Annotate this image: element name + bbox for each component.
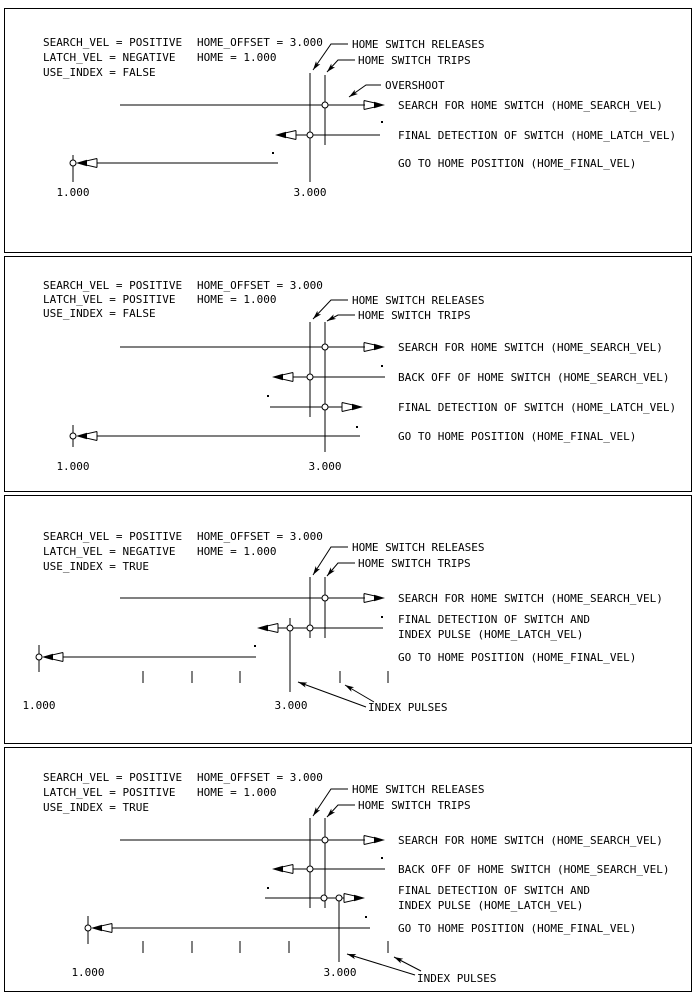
final-move [85,916,636,944]
final-move-label: GO TO HOME POSITION (HOME_FINAL_VEL) [398,157,637,170]
index-event-marker [287,625,293,631]
panel-1 [5,9,692,253]
final-move-label: GO TO HOME POSITION (HOME_FINAL_VEL) [398,922,637,935]
home-position-marker [36,654,42,660]
right-arrow-icon [364,343,385,352]
offset-axis-label: 3.000 [293,186,327,199]
search-move [120,834,663,847]
panel-3-settings [43,530,323,573]
panel-4 [5,748,692,992]
start-position-dot [272,152,274,154]
start-position-dot [365,916,367,918]
setting-home: HOME = 1.000 [197,293,277,306]
switch-trips-label: HOME SWITCH TRIPS [358,54,471,67]
release-event-marker [307,374,313,380]
leader-arrow-icon [311,807,320,817]
home-position-marker [70,160,76,166]
left-arrow-icon [272,865,293,874]
latch-move [267,395,676,414]
switch-trips-label: HOME SWITCH TRIPS [358,799,471,812]
setting-use-index: USE_INDEX = TRUE [43,560,149,573]
latch-move-label-line2: INDEX PULSE (HOME_LATCH_VEL) [398,899,584,912]
right-arrow-icon [364,594,385,603]
index-event-marker [336,895,342,901]
index-pulses-label: INDEX PULSES [368,701,448,714]
latch-move-label-line2: INDEX PULSE (HOME_LATCH_VEL) [398,628,584,641]
panel-2 [5,257,692,492]
search-move [120,592,663,605]
panel-1-settings [43,36,323,79]
setting-home-offset: HOME_OFFSET = 3.000 [197,279,323,292]
switch-trips-label: HOME SWITCH TRIPS [358,557,471,570]
callout-switch-trips [326,309,471,323]
search-move [120,341,663,354]
left-arrow-icon [76,432,97,441]
setting-latch-vel: LATCH_VEL = NEGATIVE [43,545,176,558]
setting-home: HOME = 1.000 [197,545,277,558]
switch-releases-label: HOME SWITCH RELEASES [352,783,485,796]
home-axis-label: 1.000 [56,460,90,473]
setting-latch-vel: LATCH_VEL = NEGATIVE [43,51,176,64]
callout-switch-trips [325,54,470,74]
home-axis-label: 1.000 [71,966,105,979]
setting-home: HOME = 1.000 [197,786,277,799]
search-move [120,99,663,112]
right-arrow-icon [364,101,385,110]
overshoot-label: OVERSHOOT [385,79,445,92]
index-pulses-label: INDEX PULSES [417,972,497,985]
setting-search-vel: SEARCH_VEL = POSITIVE [43,36,183,49]
trip-event-marker [322,404,328,410]
home-position-marker [70,433,76,439]
left-arrow-icon [91,924,112,933]
trip-event-marker [322,837,328,843]
start-position-dot [381,121,383,123]
leader-arrow-icon [346,952,356,960]
callout-overshoot [348,79,445,99]
search-move-label: SEARCH FOR HOME SWITCH (HOME_SEARCH_VEL) [398,834,663,847]
final-move-label: GO TO HOME POSITION (HOME_FINAL_VEL) [398,430,637,443]
offset-axis-label: 3.000 [308,460,342,473]
trip-event-marker [321,895,327,901]
home-position-marker [85,925,91,931]
leader-arrow-icon [344,683,354,692]
callout-switch-trips [325,799,470,819]
leader-arrow-icon [297,680,307,688]
setting-latch-vel: LATCH_VEL = POSITIVE [43,786,176,799]
setting-search-vel: SEARCH_VEL = POSITIVE [43,279,183,292]
release-event-marker [307,625,313,631]
home-axis-label: 1.000 [56,186,90,199]
start-position-dot [381,365,383,367]
leader-arrow-icon [348,90,358,99]
leader-arrow-icon [311,566,320,576]
leader-arrow-icon [311,61,320,71]
final-move-label: GO TO HOME POSITION (HOME_FINAL_VEL) [398,651,637,664]
latch-move [265,884,590,912]
index-pulse-ticks [143,671,388,683]
latch-move [275,121,676,142]
setting-search-vel: SEARCH_VEL = POSITIVE [43,771,183,784]
setting-use-index: USE_INDEX = FALSE [43,307,156,320]
trip-event-marker [322,595,328,601]
panel-3 [5,496,692,744]
index-pulse-ticks [143,941,388,953]
left-arrow-icon [76,159,97,168]
switch-releases-label: HOME SWITCH RELEASES [352,541,485,554]
callout-index-pulses [297,680,447,714]
search-move-label: SEARCH FOR HOME SWITCH (HOME_SEARCH_VEL) [398,592,663,605]
offset-axis-label: 3.000 [323,966,357,979]
trip-event-marker [322,344,328,350]
callout-index-pulses [346,952,496,985]
leader-arrow-icon [326,314,336,323]
setting-home: HOME = 1.000 [197,51,277,64]
left-arrow-icon [257,624,278,633]
search-move-label: SEARCH FOR HOME SWITCH (HOME_SEARCH_VEL) [398,99,663,112]
back-off-move [272,857,670,876]
start-position-dot [254,645,256,647]
release-event-marker [307,866,313,872]
start-position-dot [267,395,269,397]
panel-4-settings [43,771,323,814]
right-arrow-icon [344,894,365,903]
latch-move-label-line1: FINAL DETECTION OF SWITCH AND [398,884,591,897]
left-arrow-icon [272,373,293,382]
latch-move-label: FINAL DETECTION OF SWITCH (HOME_LATCH_VEL) [398,129,677,142]
setting-latch-vel: LATCH_VEL = POSITIVE [43,293,176,306]
offset-axis-label: 3.000 [274,699,308,712]
final-move [70,425,636,447]
start-position-dot [381,857,383,859]
home-axis-label: 1.000 [22,699,56,712]
panel-2-settings [43,279,323,320]
latch-move-label: FINAL DETECTION OF SWITCH (HOME_LATCH_VEL) [398,401,677,414]
setting-home-offset: HOME_OFFSET = 3.000 [197,36,323,49]
final-move [36,645,636,672]
left-arrow-icon [275,131,296,140]
back-off-move-label: BACK OFF OF HOME SWITCH (HOME_SEARCH_VEL) [398,371,670,384]
setting-home-offset: HOME_OFFSET = 3.000 [197,771,323,784]
back-off-move [272,365,670,384]
right-arrow-icon [342,403,363,412]
latch-move-label-line1: FINAL DETECTION OF SWITCH AND [398,613,591,626]
leader-arrow-icon [393,955,403,964]
left-arrow-icon [42,653,63,662]
trip-event-marker [322,102,328,108]
switch-trips-label: HOME SWITCH TRIPS [358,309,471,322]
start-position-dot [267,887,269,889]
final-move [70,152,636,182]
release-event-marker [307,132,313,138]
start-position-dot [356,426,358,428]
callout-switch-trips [325,557,471,578]
latch-move [257,613,590,641]
search-move-label: SEARCH FOR HOME SWITCH (HOME_SEARCH_VEL) [398,341,663,354]
setting-use-index: USE_INDEX = TRUE [43,801,149,814]
switch-releases-label: HOME SWITCH RELEASES [352,294,485,307]
switch-releases-label: HOME SWITCH RELEASES [352,38,485,51]
setting-home-offset: HOME_OFFSET = 3.000 [197,530,323,543]
start-position-dot [381,616,383,618]
back-off-move-label: BACK OFF OF HOME SWITCH (HOME_SEARCH_VEL) [398,863,670,876]
setting-use-index: USE_INDEX = FALSE [43,66,156,79]
right-arrow-icon [364,836,385,845]
setting-search-vel: SEARCH_VEL = POSITIVE [43,530,183,543]
